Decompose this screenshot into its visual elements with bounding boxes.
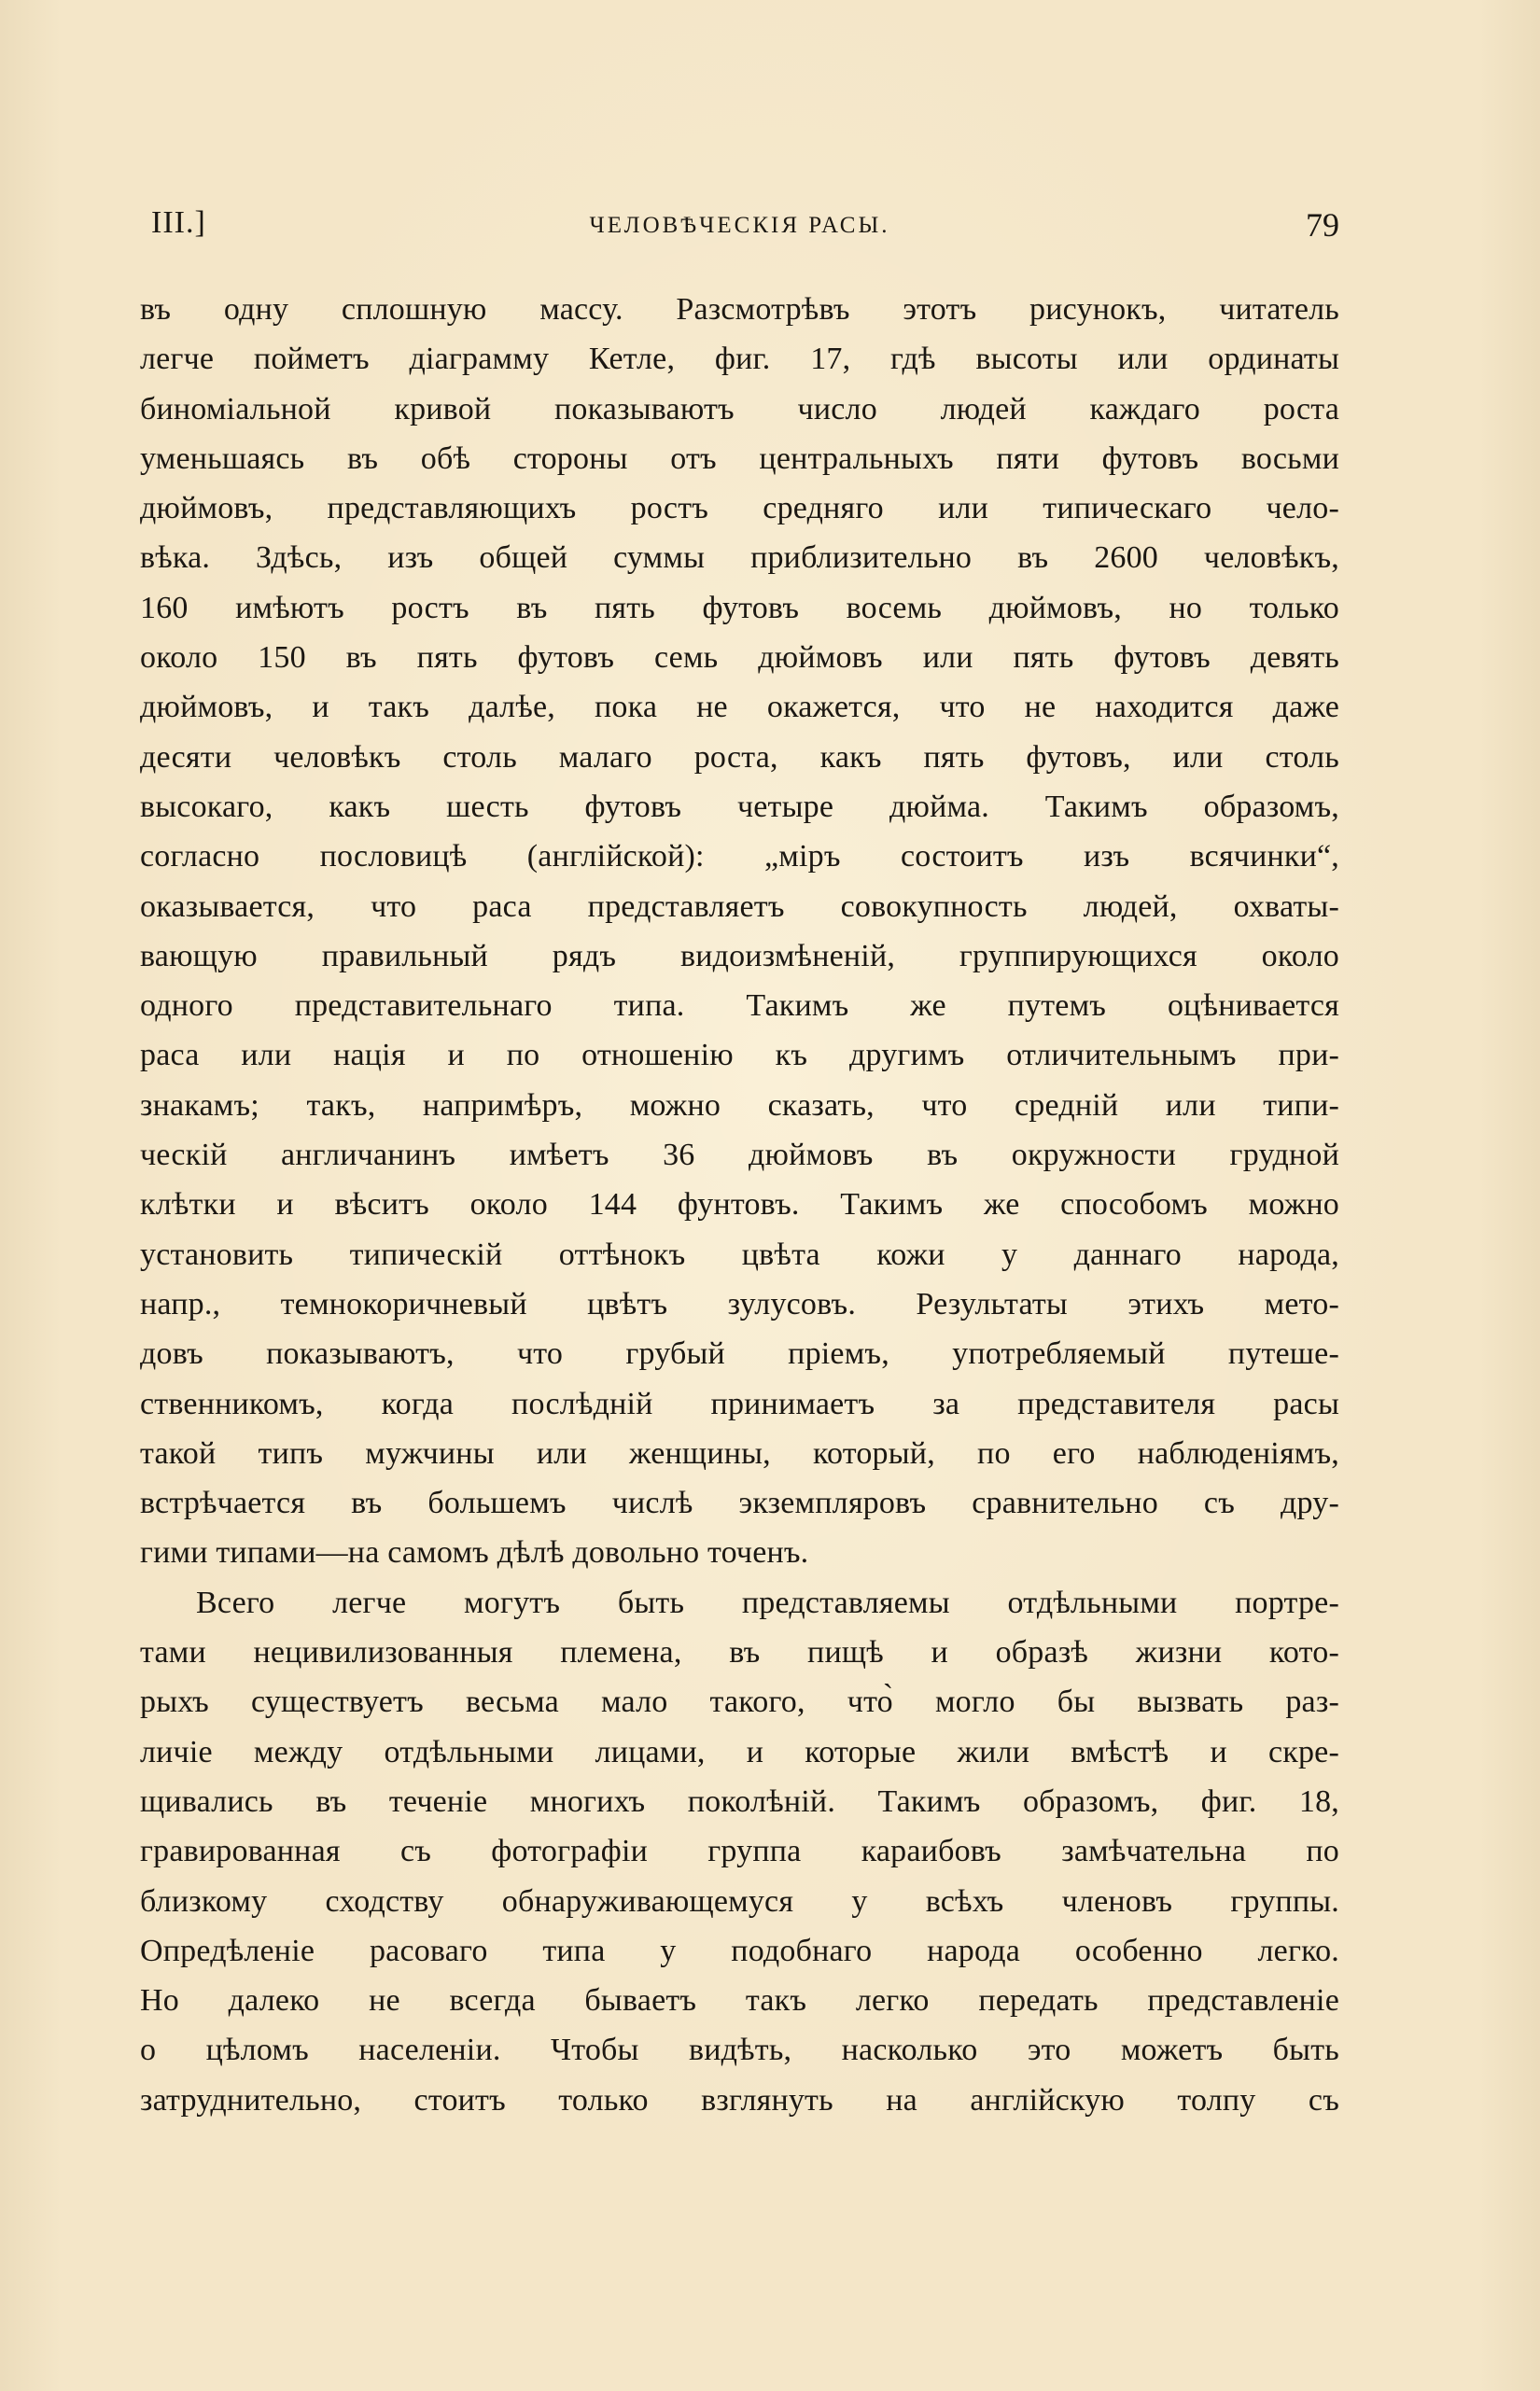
text-line: высокаго, какъ шесть футовъ четыре дюйма. Такимъ образомъ, bbox=[140, 789, 1339, 824]
text-line: рыхъ существуетъ весьма мало такого, что̀ могло бы вызвать раз- bbox=[140, 1685, 1339, 1720]
text-line: напр., темнокоричневый цвѣтъ зулусовъ. Результаты этихъ мето- bbox=[140, 1286, 1339, 1321]
text-line: Опредѣленіе расоваго типа у подобнаго народа особенно легко. bbox=[140, 1933, 1339, 1968]
text-line: клѣтки и вѣситъ около 144 фунтовъ. Такимъ же способомъ можно bbox=[140, 1187, 1339, 1223]
text-line: десяти человѣкъ столь малаго роста, какъ пять футовъ, или столь bbox=[140, 739, 1339, 775]
text-line: около 150 въ пять футовъ семь дюймовъ или пять футовъ девять bbox=[140, 640, 1339, 676]
paragraph-2 bbox=[140, 1578, 1339, 2125]
text-line: согласно пословицѣ (англійской): „міръ состоитъ изъ всячинки“, bbox=[140, 839, 1339, 874]
text-line: ственникомъ, когда послѣдній принимаетъ за представителя расы bbox=[140, 1386, 1339, 1421]
text-line: въ одну сплошную массу. Разсмотрѣвъ этотъ рисунокъ, читатель bbox=[140, 292, 1339, 327]
text-line: оказывается, что раса представляетъ совокупность людей, охваты- bbox=[140, 888, 1339, 924]
text-line: тами нецивилизованныя племена, въ пищѣ и образѣ жизни кото- bbox=[140, 1635, 1339, 1671]
text-line: биноміальной кривой показываютъ число людей каждаго роста bbox=[140, 391, 1339, 426]
chapter-marker: III.] bbox=[151, 205, 206, 240]
text-line: затруднительно, стоитъ только взглянуть на англійскую толпу съ bbox=[140, 2082, 1339, 2118]
running-head bbox=[140, 205, 1339, 254]
text-line: Но далеко не всегда бываетъ такъ легко передать представленіе bbox=[140, 1983, 1339, 2019]
text-line: установить типическій оттѣнокъ цвѣта кожи у даннаго народа, bbox=[140, 1237, 1339, 1272]
text-line: одного представительнаго типа. Такимъ же путемъ оцѣнивается bbox=[140, 988, 1339, 1024]
text-line: гими типами—на самомъ дѣлѣ довольно точенъ. bbox=[140, 1535, 809, 1571]
paragraph-1 bbox=[140, 285, 1339, 1578]
text-line: вающую правильный рядъ видоизмѣненій, группирующихся около bbox=[140, 938, 1339, 973]
running-title: ЧЕЛОВѢЧЕСКІЯ РАСЫ. bbox=[589, 213, 890, 238]
text-line: дюймовъ, представляющихъ ростъ средняго или типическаго чело- bbox=[140, 491, 1339, 526]
text-line: личіе между отдѣльными лицами, и которые жили вмѣстѣ и скре- bbox=[140, 1734, 1339, 1769]
text-line: Всего легче могутъ быть представляемы отдѣльными портре- bbox=[196, 1585, 1339, 1620]
text-line: близкому сходству обнаруживающемуся у всѣхъ членовъ группы. bbox=[140, 1883, 1339, 1919]
text-line: знакамъ; такъ, напримѣръ, можно сказать, что средній или типи- bbox=[140, 1087, 1339, 1123]
text-line: довъ показываютъ, что грубый пріемъ, употребляемый путеше- bbox=[140, 1336, 1339, 1372]
page-number: 79 bbox=[1306, 206, 1339, 244]
text-line: 160 имѣютъ ростъ въ пять футовъ восемь дюймовъ, но только bbox=[140, 590, 1339, 625]
body-text bbox=[140, 285, 1339, 2125]
text-line: дюймовъ, и такъ далѣе, пока не окажется, что не находится даже bbox=[140, 690, 1339, 725]
text-line: уменьшаясь въ обѣ стороны отъ центральныхъ пяти футовъ восьми bbox=[140, 440, 1339, 476]
text-line: о цѣломъ населеніи. Чтобы видѣть, насколько это можетъ быть bbox=[140, 2033, 1339, 2068]
text-line: такой типъ мужчины или женщины, который, по его наблюденіямъ, bbox=[140, 1435, 1339, 1471]
text-line: легче пойметъ діаграмму Кетле, фиг. 17, гдѣ высоты или ординаты bbox=[140, 342, 1339, 377]
text-line: гравированная съ фотографіи группа караибовъ замѣчательна по bbox=[140, 1834, 1339, 1869]
text-line: раса или нація и по отношенію къ другимъ отличительнымъ при- bbox=[140, 1038, 1339, 1073]
text-line: встрѣчается въ большемъ числѣ экземпляровъ сравнительно съ дру- bbox=[140, 1486, 1339, 1521]
text-line: ческій англичанинъ имѣетъ 36 дюймовъ въ окружности грудной bbox=[140, 1138, 1339, 1173]
text-line: вѣка. Здѣсь, изъ общей суммы приблизительно въ 2600 человѣкъ, bbox=[140, 540, 1339, 576]
text-line: щивались въ теченіе многихъ поколѣній. Такимъ образомъ, фиг. 18, bbox=[140, 1783, 1339, 1819]
